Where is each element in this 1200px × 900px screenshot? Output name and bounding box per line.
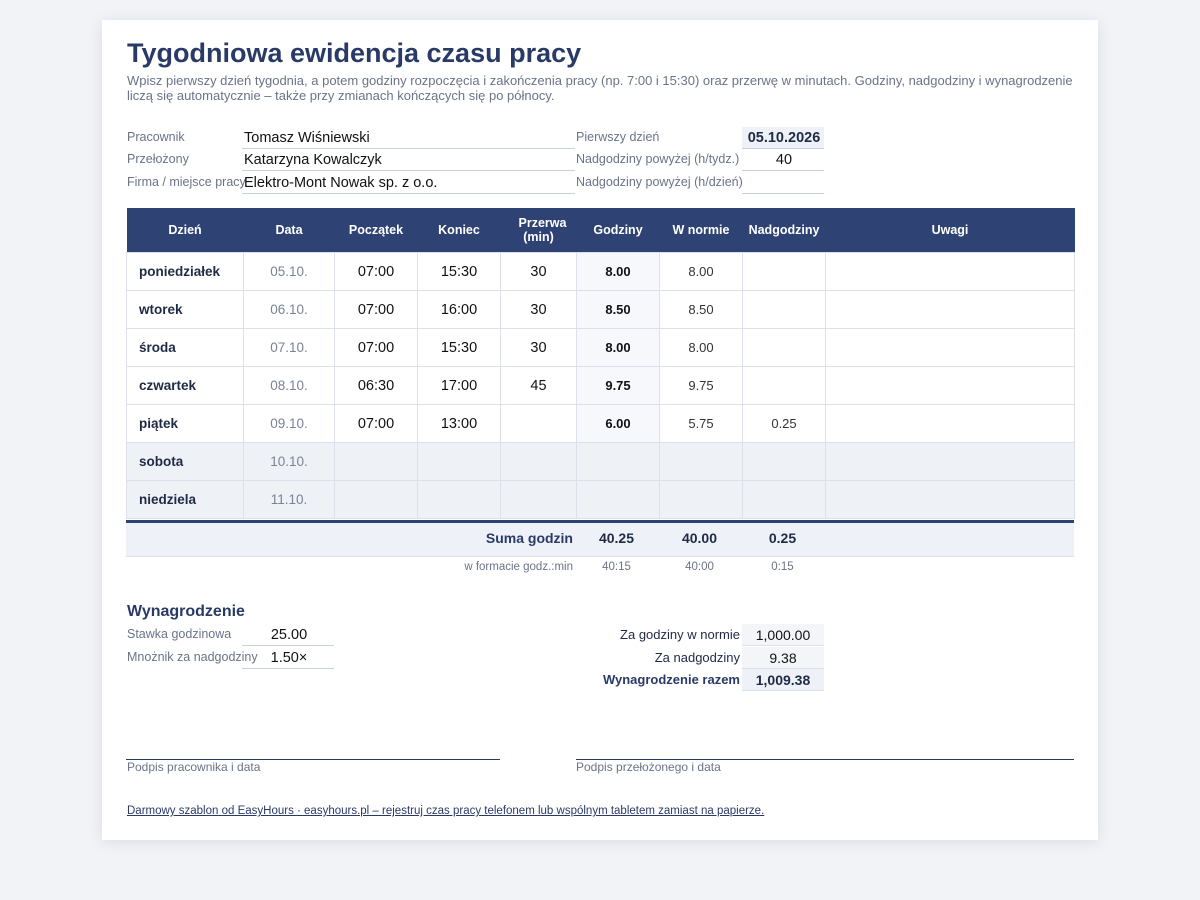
- norm-pay-value: 1,000.00: [742, 624, 824, 646]
- overtime-cell: [743, 443, 826, 481]
- total-overtime: 0.25: [768, 530, 797, 546]
- break-cell[interactable]: 30: [501, 329, 577, 367]
- start-cell[interactable]: 07:00: [335, 329, 418, 367]
- col-header-start: Początek: [335, 208, 418, 253]
- hours-cell: 8.50: [577, 291, 660, 329]
- end-cell[interactable]: [418, 481, 501, 519]
- rate-field[interactable]: 25.00: [242, 624, 334, 646]
- date-cell: 10.10.: [244, 443, 335, 481]
- multiplier-field[interactable]: 1.50×: [242, 647, 334, 669]
- hours-cell: 8.00: [577, 253, 660, 291]
- total-norm: 40.00: [681, 530, 718, 546]
- end-cell[interactable]: 13:00: [418, 405, 501, 443]
- notes-cell[interactable]: [826, 405, 1075, 443]
- break-cell[interactable]: 45: [501, 367, 577, 405]
- date-cell: 06.10.: [244, 291, 335, 329]
- totals-divider: [126, 556, 1074, 557]
- overtime-pay-label: Za nadgodziny: [654, 650, 740, 665]
- start-cell[interactable]: [335, 481, 418, 519]
- timesheet-table: [126, 208, 1075, 519]
- col-header-hours: Godziny: [577, 208, 660, 253]
- table-row: [127, 443, 1075, 481]
- hours-cell: [577, 443, 660, 481]
- date-cell: 09.10.: [244, 405, 335, 443]
- timesheet-page: [102, 20, 1098, 840]
- overtime-day-field[interactable]: [742, 172, 824, 194]
- table-header-row: [127, 208, 1075, 253]
- end-cell[interactable]: 16:00: [418, 291, 501, 329]
- day-cell: środa: [127, 329, 244, 367]
- date-cell: 08.10.: [244, 367, 335, 405]
- day-cell: poniedziałek: [127, 253, 244, 291]
- table-row: [127, 253, 1075, 291]
- overtime-week-label: Nadgodziny powyżej (h/tydz.): [576, 152, 740, 166]
- break-cell[interactable]: 30: [501, 253, 577, 291]
- norm-cell: [660, 481, 743, 519]
- company-field[interactable]: Elektro-Mont Nowak sp. z o.o.: [242, 172, 575, 194]
- pay-section-title: Wynagrodzenie: [127, 603, 245, 620]
- multiplier-label: Mnożnik za nadgodziny: [127, 650, 258, 664]
- totals-label: Suma godzin: [485, 530, 573, 546]
- total-hours: 40.25: [598, 530, 635, 546]
- table-row: [127, 367, 1075, 405]
- table-row: [127, 481, 1075, 519]
- day-cell: sobota: [127, 443, 244, 481]
- day-cell: czwartek: [127, 367, 244, 405]
- manager-field[interactable]: Katarzyna Kowalczyk: [242, 149, 575, 171]
- rate-label: Stawka godzinowa: [127, 627, 232, 641]
- hm-format-label: w formacie godz.:min: [464, 561, 573, 573]
- date-cell: 07.10.: [244, 329, 335, 367]
- hours-cell: 8.00: [577, 329, 660, 367]
- start-cell[interactable]: 06:30: [335, 367, 418, 405]
- break-cell[interactable]: [501, 443, 577, 481]
- day-cell: piątek: [127, 405, 244, 443]
- end-cell[interactable]: [418, 443, 501, 481]
- employee-field[interactable]: Tomasz Wiśniewski: [242, 127, 575, 149]
- manager-label: Przełożony: [127, 152, 189, 166]
- col-header-end: Koniec: [418, 208, 501, 253]
- notes-cell[interactable]: [826, 481, 1075, 519]
- norm-cell: 5.75: [660, 405, 743, 443]
- total-hours-hm: 40:15: [602, 561, 631, 573]
- hours-cell: 6.00: [577, 405, 660, 443]
- day-cell: niedziela: [127, 481, 244, 519]
- overtime-cell: [743, 253, 826, 291]
- start-cell[interactable]: 07:00: [335, 405, 418, 443]
- norm-cell: 9.75: [660, 367, 743, 405]
- overtime-cell: 0.25: [743, 405, 826, 443]
- table-row: [127, 291, 1075, 329]
- date-cell: 05.10.: [244, 253, 335, 291]
- overtime-pay-value: 9.38: [742, 647, 824, 669]
- page-title: Tygodniowa ewidencja czasu pracy: [127, 38, 582, 68]
- employee-label: Pracownik: [127, 130, 185, 144]
- col-header-date: Data: [244, 208, 335, 253]
- start-cell[interactable]: 07:00: [335, 253, 418, 291]
- table-row: [127, 329, 1075, 367]
- company-label: Firma / miejsce pracy: [127, 175, 246, 189]
- col-header-break: Przerwa (min): [501, 208, 577, 253]
- notes-cell[interactable]: [826, 367, 1075, 405]
- first-day-field[interactable]: 05.10.2026: [742, 127, 824, 149]
- overtime-cell: [743, 291, 826, 329]
- col-header-norm: W normie: [660, 208, 743, 253]
- overtime-week-field[interactable]: 40: [742, 149, 824, 171]
- date-cell: 11.10.: [244, 481, 335, 519]
- col-header-notes: Uwagi: [826, 208, 1075, 253]
- col-header-overtime: Nadgodziny: [743, 208, 826, 253]
- overtime-cell: [743, 367, 826, 405]
- break-cell[interactable]: 30: [501, 291, 577, 329]
- notes-cell[interactable]: [826, 291, 1075, 329]
- first-day-label: Pierwszy dzień: [576, 130, 660, 144]
- employee-signature-label: Podpis pracownika i data: [127, 760, 261, 774]
- notes-cell[interactable]: [826, 329, 1075, 367]
- norm-cell: 8.00: [660, 253, 743, 291]
- start-cell[interactable]: 07:00: [335, 291, 418, 329]
- total-overtime-hm: 0:15: [771, 561, 794, 573]
- footer-link[interactable]: Darmowy szablon od EasyHours · easyhours.pl – rejestruj czas pracy telefonem lub wspólnym tabletem zamiast na papierze.: [127, 805, 765, 817]
- norm-cell: 8.00: [660, 329, 743, 367]
- break-cell[interactable]: [501, 405, 577, 443]
- total-pay-label: Wynagrodzenie razem: [602, 672, 740, 687]
- hours-cell: [577, 481, 660, 519]
- total-pay-value: 1,009.38: [742, 669, 824, 691]
- notes-cell[interactable]: [826, 443, 1075, 481]
- end-cell[interactable]: 15:30: [418, 329, 501, 367]
- day-cell: wtorek: [127, 291, 244, 329]
- overtime-cell: [743, 481, 826, 519]
- break-cell[interactable]: [501, 481, 577, 519]
- manager-signature-label: Podpis przełożonego i data: [576, 760, 721, 774]
- hours-cell: 9.75: [577, 367, 660, 405]
- end-cell[interactable]: 17:00: [418, 367, 501, 405]
- col-header-day: Dzień: [127, 208, 244, 253]
- notes-cell[interactable]: [826, 253, 1075, 291]
- end-cell[interactable]: 15:30: [418, 253, 501, 291]
- start-cell[interactable]: [335, 443, 418, 481]
- norm-pay-label: Za godziny w normie: [620, 627, 740, 642]
- norm-cell: 8.50: [660, 291, 743, 329]
- table-row: [127, 405, 1075, 443]
- norm-cell: [660, 443, 743, 481]
- overtime-day-label: Nadgodziny powyżej (h/dzień): [576, 175, 743, 189]
- total-norm-hm: 40:00: [685, 561, 714, 573]
- instructions-text: Wpisz pierwszy dzień tygodnia, a potem godziny rozpoczęcia i zakończenia pracy (np. 7:00 i 15:30) oraz przerwę w minutach. Godziny, nadgodziny i wynagrodzenie liczą się automatycznie – także przy zmianach kończących się po północy.: [127, 73, 1073, 103]
- overtime-cell: [743, 329, 826, 367]
